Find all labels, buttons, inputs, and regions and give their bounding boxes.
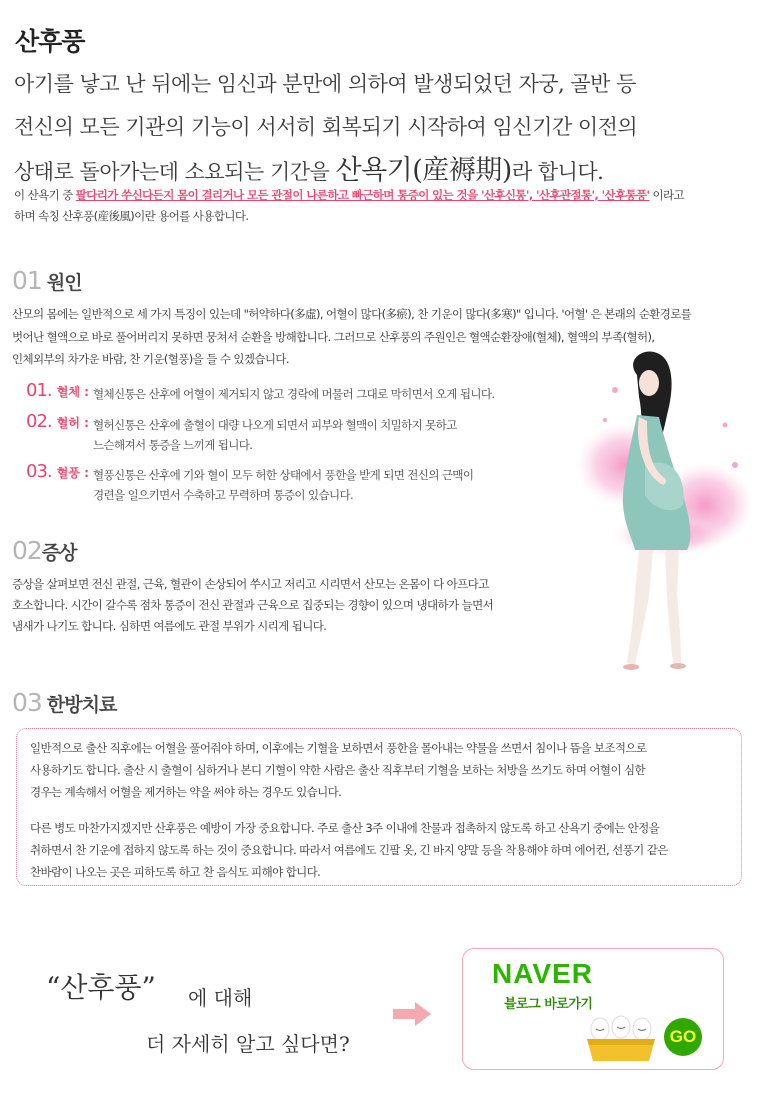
- note-pre: 이 산욕기 중: [14, 188, 76, 202]
- cause-item-number: 03.: [26, 461, 52, 482]
- treatment-p1-line-1: 일반적으로 출산 직후에는 어혈을 풀어줘야 하며, 이후에는 기혈을 보하면서 풍한을 몰아내는 약물을 쓰면서 침이나 뜸을 보조적으로: [30, 741, 647, 755]
- treatment-p1-line-3: 경우는 계속해서 어혈을 제거하는 약을 써야 하는 경우도 있습니다.: [30, 785, 342, 799]
- intro-line-2: 전신의 모든 기관의 기능이 서서히 회복되기 시작하여 임신기간 이전의: [14, 115, 638, 139]
- section-number: 02: [12, 536, 42, 565]
- cause-item-3-text-1: 혈풍신통은 산후에 기와 혈이 모두 허한 상태에서 풍한을 받게 되면 전신의 근맥이: [93, 468, 474, 482]
- treatment-p2-line-3: 찬바람이 나오는 곳은 피하도록 하고 찬 음식도 피해야 합니다.: [30, 865, 321, 879]
- promo-line-1: 에 대해: [188, 986, 253, 1010]
- cause-item-number: 02.: [26, 411, 52, 432]
- cause-line-2: 벗어난 혈액으로 바로 풀어버리지 못하면 뭉쳐서 순환을 방해합니다. 그러므로 산후풍의 주원인은 혈액순환장애(혈체), 혈액의 부족(혈허),: [12, 330, 655, 344]
- section-cause-heading: [12, 266, 82, 295]
- cause-item-1: [26, 380, 89, 401]
- note-post: 이라고: [649, 188, 685, 202]
- sanyokgi-term: 산욕기(産褥期): [335, 155, 512, 186]
- symptom-line-3: 냄새가 나기도 합니다. 심하면 여름에도 관절 부위가 시리게 됩니다.: [12, 619, 327, 633]
- pregnant-woman-illustration: [575, 345, 760, 680]
- note-line-2: 하며 속칭 산후풍(産後風)이란 용어를 사용합니다.: [14, 209, 249, 223]
- section-treatment-heading: [12, 688, 116, 717]
- section-title: 한방치료: [46, 694, 117, 716]
- intro-line-3-pre: 상태로 돌아가는데 소요되는 기간을: [14, 160, 336, 184]
- promo-line-2: 더 자세히 알고 싶다면?: [146, 1032, 350, 1056]
- promo-quote: “산후풍”: [46, 971, 156, 1004]
- symptom-line-2: 호소합니다. 시간이 갈수록 점차 통증이 전신 관절과 근육으로 집중되는 경향이 있으며 냉대하가 늘면서: [12, 598, 494, 612]
- cause-item-2-text-1: 혈허신통은 산후에 출혈이 대량 나오게 되면서 피부와 혈맥이 치밀하지 못하고: [93, 418, 457, 432]
- cause-item-1-text: 혈체신통은 산후에 어혈이 제거되지 않고 경락에 머물러 그대로 막히면서 오게 됩니다.: [93, 387, 495, 401]
- section-symptom-heading: [12, 536, 77, 565]
- cause-item-3: [26, 461, 89, 482]
- cause-item-2-text-2: 느슨해져서 통증을 느끼게 됩니다.: [93, 438, 253, 452]
- section-number: 03: [12, 688, 42, 717]
- naver-logo: NAVER: [492, 958, 593, 989]
- section-title: 원인: [46, 272, 82, 294]
- blog-link-label[interactable]: 블로그 바로가기: [504, 997, 593, 1012]
- cause-item-label: 혈허 :: [56, 416, 89, 430]
- cause-item-2: [26, 411, 89, 432]
- note-line-1: [14, 187, 684, 203]
- intro-line-1: 아기를 낳고 난 뒤에는 임신과 분만에 의하여 발생되었던 자궁, 골반 등: [14, 72, 636, 96]
- treatment-p2-line-2: 취하면서 찬 기운에 접하지 않도록 하는 것이 중요합니다. 따라서 여름에도 긴팔 옷, 긴 바지 양말 등을 착용해야 하며 에어컨, 선풍기 같은: [30, 843, 668, 857]
- symptom-line-1: 증상을 살펴보면 전신 관절, 근육, 혈관이 손상되어 쑤시고 저리고 시리면서 산모는 온몸이 다 아프다고: [12, 577, 489, 591]
- cause-line-3: 인체외부의 차가운 바람, 찬 기운(혈풍)을 들 수 있겠습니다.: [12, 352, 289, 366]
- note-highlight: 팔다리가 쑤신다든지 몸이 결리거나 모든 관절이 나른하고 빠근하며 통증이 있는 것을 '산후신통', '산후관절통', '산후통풍': [75, 188, 650, 202]
- section-number: 01: [12, 266, 42, 295]
- cause-item-label: 혈풍 :: [56, 466, 89, 480]
- cause-item-3-text-2: 경련을 일으키면서 수축하고 무력하며 통증이 있습니다.: [93, 488, 354, 502]
- intro-line-3: [14, 148, 603, 187]
- go-button[interactable]: GO: [664, 1018, 702, 1056]
- cause-item-number: 01.: [26, 380, 52, 401]
- egg-characters-icon: [585, 1015, 657, 1063]
- intro-line-3-post: 라 합니다.: [511, 160, 604, 184]
- cause-item-label: 혈체 :: [56, 385, 89, 399]
- section-title: 증상: [41, 542, 77, 564]
- treatment-p2-line-1: 다른 병도 마찬가지겠지만 산후풍은 예방이 가장 중요합니다. 주로 출산 3주 이내에 찬물과 접촉하지 않도록 하고 산욕기 중에는 안정을: [30, 821, 660, 835]
- treatment-p1-line-2: 사용하기도 합니다. 출산 시 출혈이 심하거나 본디 기혈이 약한 사람은 출산 직후부터 기혈을 보하는 처방을 쓰기도 하며 어혈이 심한: [30, 763, 646, 777]
- arrow-right-icon: [393, 1000, 433, 1028]
- cause-line-1: 산모의 몸에는 일반적으로 세 가지 특징이 있는데 "허약하다(多虛), 어혈이 많다(多瘀), 찬 기운이 많다(多寒)" 입니다. '어혈' 은 본래의 순환경로를: [12, 307, 692, 321]
- page-title: 산후풍: [15, 27, 85, 56]
